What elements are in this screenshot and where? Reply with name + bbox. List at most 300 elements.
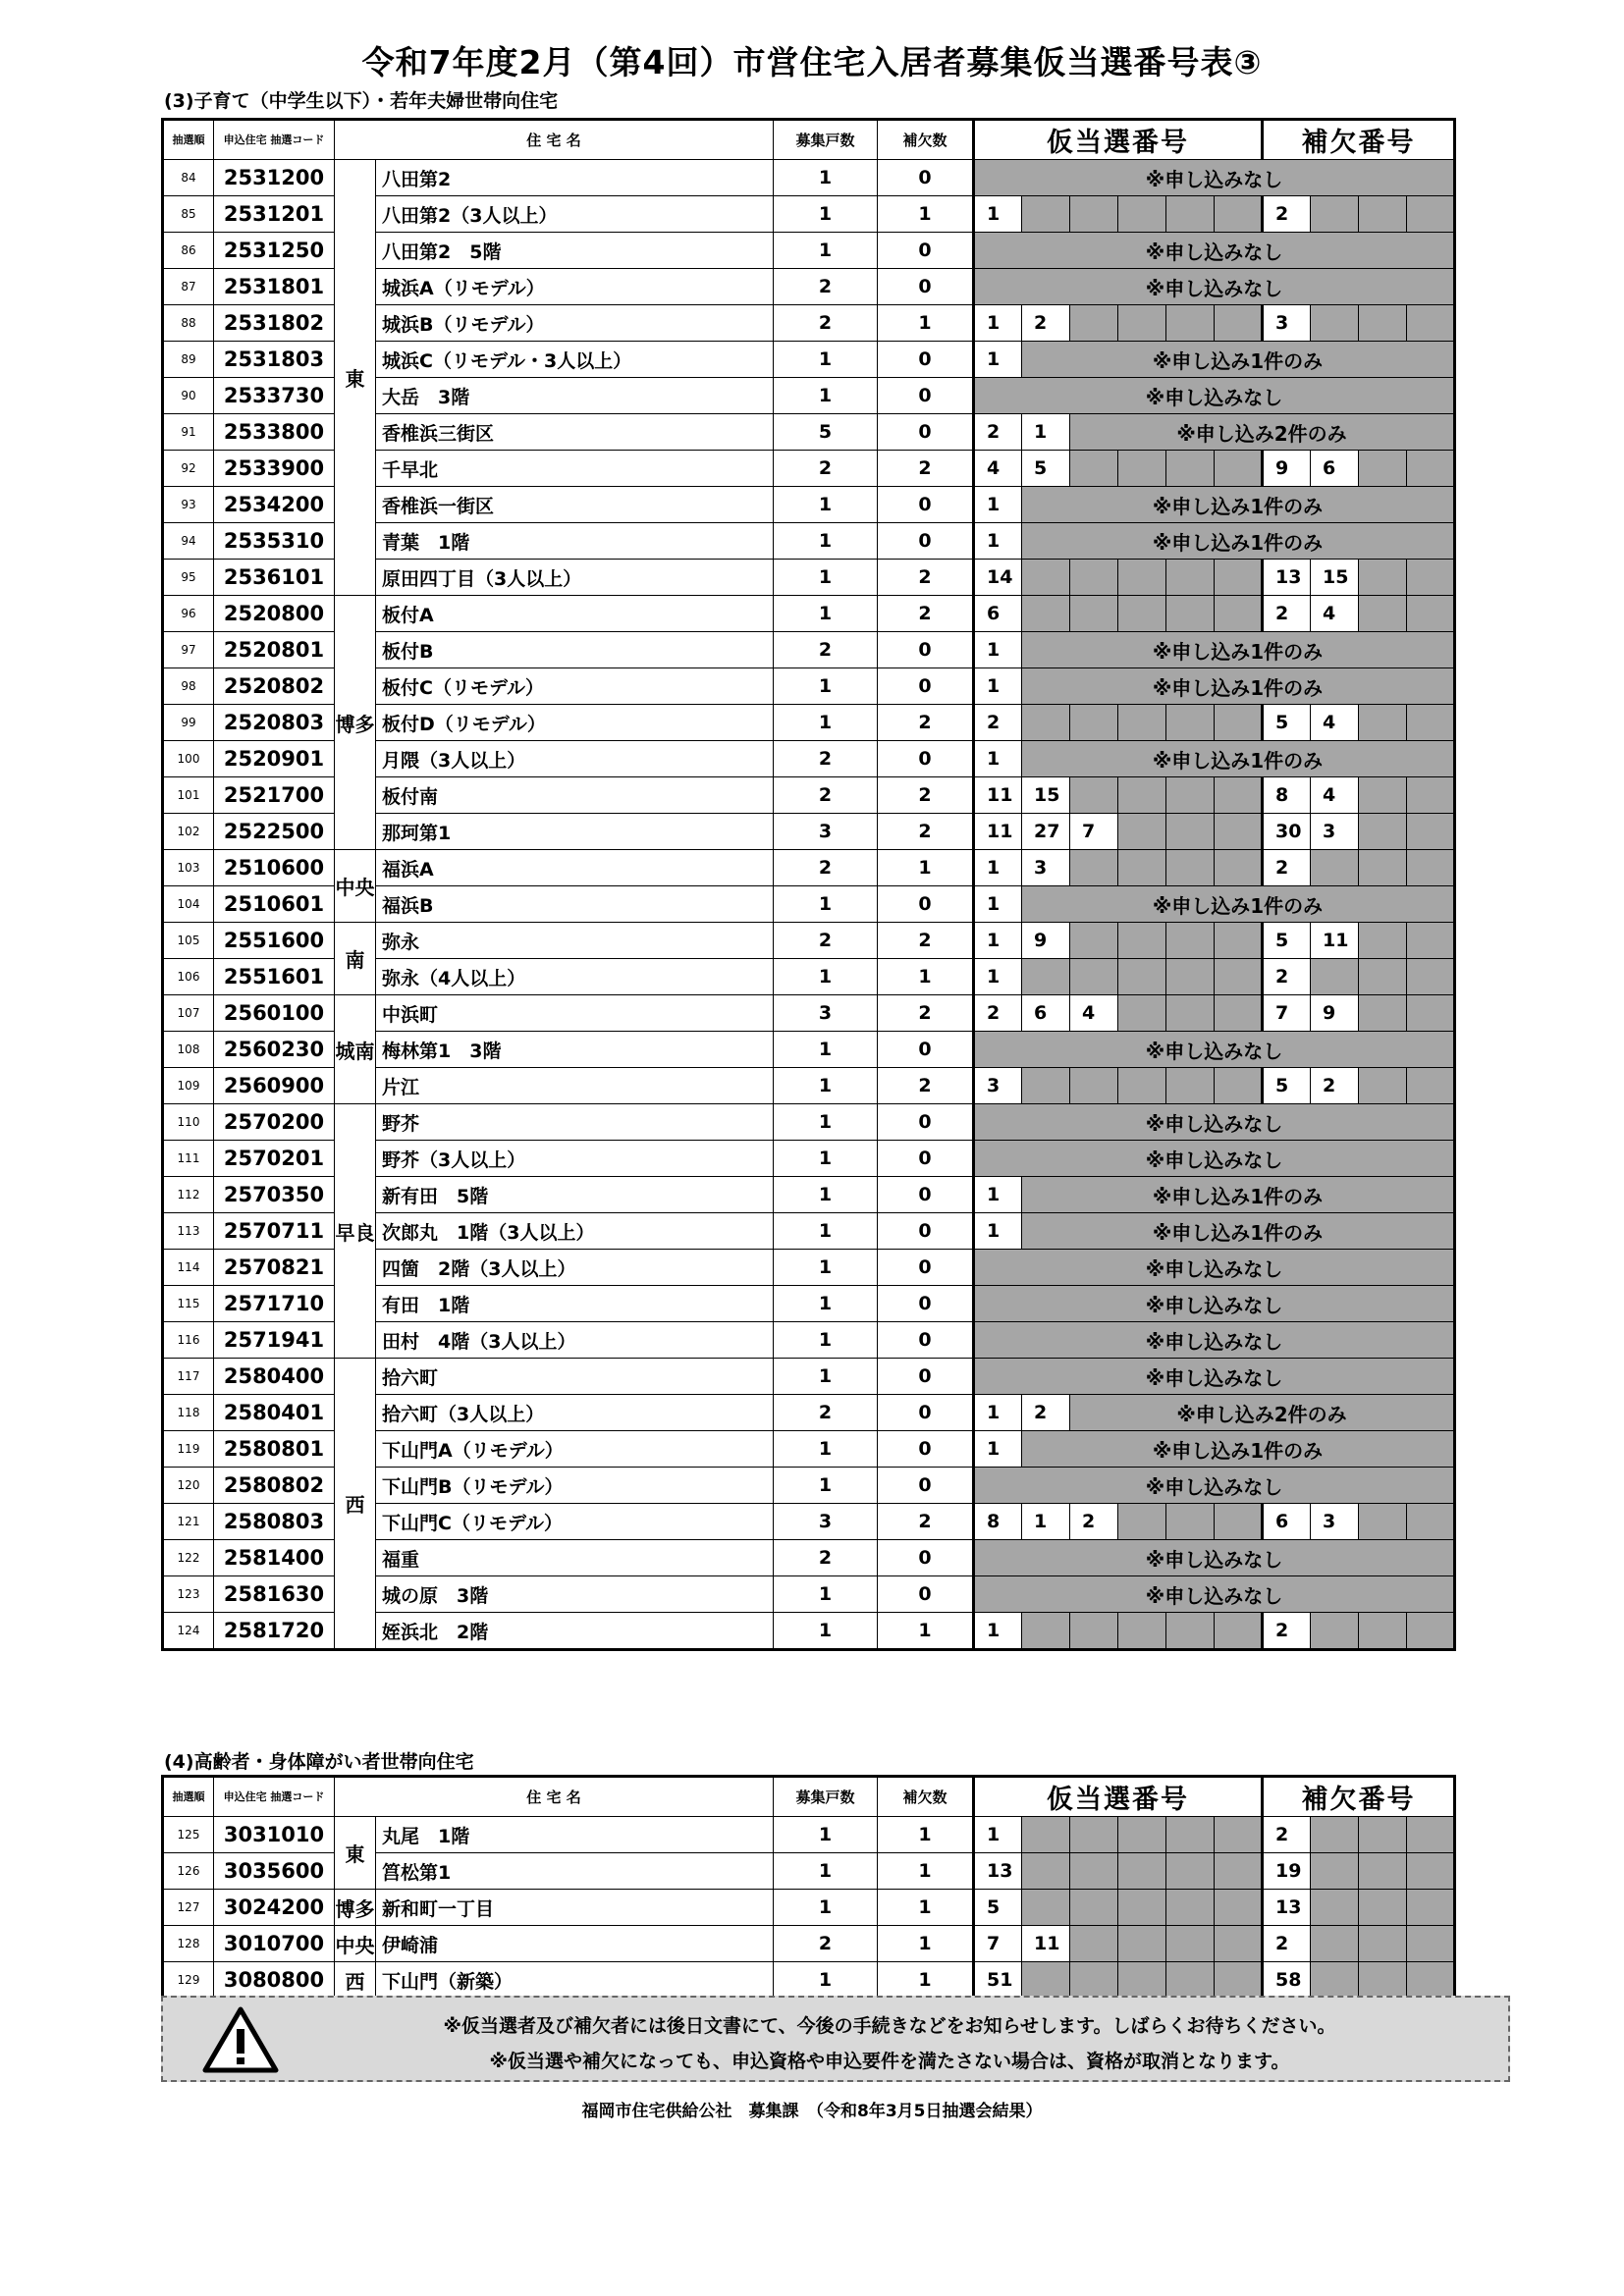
lottery-code: 2535310	[214, 523, 335, 560]
housing-name: 香椎浜一街区	[376, 487, 774, 523]
lottery-code: 2510600	[214, 850, 335, 886]
lottery-code: 2570821	[214, 1250, 335, 1286]
housing-name: 大岳 3階	[376, 378, 774, 414]
empty-cell	[1311, 1962, 1359, 2000]
backup-count: 1	[878, 1613, 974, 1650]
recruit-units: 2	[774, 741, 878, 777]
draw-number: 87	[163, 269, 214, 305]
notice-line-1: ※仮当選者及び補欠者には後日文書にて、今後の手続きなどをお知らせします。しばらくお待ちください。	[443, 2015, 1336, 2037]
lottery-code: 2531200	[214, 160, 335, 196]
empty-cell	[1118, 1853, 1166, 1890]
empty-cell	[1407, 1962, 1455, 2000]
backup-number: 19	[1263, 1853, 1311, 1890]
section-title-3: (3)子育て（中学生以下）・若年夫婦世帯向住宅	[164, 90, 559, 112]
backup-number: 9	[1311, 995, 1359, 1032]
housing-name: 板付南	[376, 777, 774, 814]
winner-number: 5	[974, 1890, 1022, 1926]
recruit-units: 1	[774, 1322, 878, 1359]
housing-name: 有田 1階	[376, 1286, 774, 1322]
winner-number: 3	[974, 1068, 1022, 1104]
note-cell: ※申し込み2件のみ	[1070, 414, 1455, 451]
recruit-units: 1	[774, 233, 878, 269]
housing-name: 四箇 2階（3人以上）	[376, 1250, 774, 1286]
draw-number: 110	[163, 1104, 214, 1141]
empty-cell	[1022, 560, 1070, 596]
empty-cell	[1215, 560, 1263, 596]
empty-cell	[1311, 1890, 1359, 1926]
empty-cell	[1407, 1890, 1455, 1926]
empty-cell	[1166, 1817, 1215, 1853]
empty-cell	[1022, 196, 1070, 233]
draw-number: 97	[163, 632, 214, 668]
recruit-units: 2	[774, 451, 878, 487]
lottery-code: 2580803	[214, 1504, 335, 1540]
backup-count: 2	[878, 923, 974, 959]
housing-name: 城浜B（リモデル）	[376, 305, 774, 342]
empty-cell	[1215, 1068, 1263, 1104]
lottery-code: 3080800	[214, 1962, 335, 2000]
draw-number: 104	[163, 886, 214, 923]
housing-name: 板付D（リモデル）	[376, 705, 774, 741]
empty-cell	[1166, 560, 1215, 596]
draw-number: 122	[163, 1540, 214, 1576]
lottery-code: 3024200	[214, 1890, 335, 1926]
winner-number: 7	[974, 1926, 1022, 1962]
housing-name: 次郎丸 1階（3人以上）	[376, 1213, 774, 1250]
header-backup-count: 補欠数	[878, 1777, 974, 1817]
winner-number: 6	[974, 596, 1022, 632]
empty-cell	[1407, 560, 1455, 596]
housing-name: 新有田 5階	[376, 1177, 774, 1213]
housing-name: 八田第2 5階	[376, 233, 774, 269]
table-row	[163, 596, 1455, 632]
empty-cell	[1407, 451, 1455, 487]
empty-cell	[1070, 451, 1118, 487]
note-cell: ※申し込みなし	[974, 1141, 1455, 1177]
housing-name: 下山門B（リモデル）	[376, 1468, 774, 1504]
housing-name: 中浜町	[376, 995, 774, 1032]
winner-number: 1	[974, 1613, 1022, 1650]
empty-cell	[1359, 1853, 1407, 1890]
backup-number: 2	[1263, 196, 1311, 233]
page-title: 令和7年度2月（第4回）市営住宅入居者募集仮当選番号表③	[361, 43, 1263, 81]
note-cell: ※申し込み1件のみ	[1022, 1431, 1455, 1468]
empty-cell	[1407, 814, 1455, 850]
lottery-code: 2533800	[214, 414, 335, 451]
draw-number: 84	[163, 160, 214, 196]
draw-number: 102	[163, 814, 214, 850]
empty-cell	[1311, 1853, 1359, 1890]
lottery-code: 2571941	[214, 1322, 335, 1359]
housing-name: 野芥（3人以上）	[376, 1141, 774, 1177]
empty-cell	[1166, 1613, 1215, 1650]
winner-number: 51	[974, 1962, 1022, 2000]
note-cell: ※申し込み1件のみ	[1022, 487, 1455, 523]
draw-number: 85	[163, 196, 214, 233]
empty-cell	[1022, 596, 1070, 632]
empty-cell	[1359, 959, 1407, 995]
backup-number: 4	[1311, 596, 1359, 632]
winner-number: 1	[1022, 414, 1070, 451]
empty-cell	[1166, 995, 1215, 1032]
backup-count: 1	[878, 196, 974, 233]
backup-count: 1	[878, 959, 974, 995]
backup-count: 0	[878, 160, 974, 196]
winner-number: 1	[974, 1395, 1022, 1431]
backup-number: 3	[1311, 1504, 1359, 1540]
backup-count: 0	[878, 1141, 974, 1177]
backup-count: 2	[878, 1504, 974, 1540]
lottery-code: 2581630	[214, 1576, 335, 1613]
empty-cell	[1215, 959, 1263, 995]
empty-cell	[1118, 1926, 1166, 1962]
empty-cell	[1215, 923, 1263, 959]
recruit-units: 2	[774, 777, 878, 814]
lottery-table-4	[161, 1775, 1456, 2001]
winner-number: 1	[974, 886, 1022, 923]
backup-count: 2	[878, 1068, 974, 1104]
backup-count: 0	[878, 1286, 974, 1322]
empty-cell	[1070, 959, 1118, 995]
housing-name: 八田第2（3人以上）	[376, 196, 774, 233]
backup-number: 6	[1263, 1504, 1311, 1540]
note-cell: ※申し込みなし	[974, 1032, 1455, 1068]
draw-number: 124	[163, 1613, 214, 1650]
empty-cell	[1215, 596, 1263, 632]
note-cell: ※申し込みなし	[974, 1576, 1455, 1613]
empty-cell	[1070, 1853, 1118, 1890]
lottery-code: 2531201	[214, 196, 335, 233]
backup-count: 0	[878, 487, 974, 523]
empty-cell	[1359, 1817, 1407, 1853]
empty-cell	[1070, 1926, 1118, 1962]
empty-cell	[1407, 305, 1455, 342]
winner-number: 1	[974, 523, 1022, 560]
lottery-code: 2581400	[214, 1540, 335, 1576]
empty-cell	[1118, 777, 1166, 814]
backup-number: 2	[1263, 1613, 1311, 1650]
recruit-units: 1	[774, 1853, 878, 1890]
draw-number: 123	[163, 1576, 214, 1613]
backup-count: 0	[878, 1431, 974, 1468]
winner-number: 27	[1022, 814, 1070, 850]
backup-number: 2	[1263, 959, 1311, 995]
winner-number: 1	[974, 196, 1022, 233]
empty-cell	[1215, 196, 1263, 233]
empty-cell	[1070, 305, 1118, 342]
backup-count: 1	[878, 1962, 974, 2000]
recruit-units: 1	[774, 1213, 878, 1250]
lottery-code: 2570201	[214, 1141, 335, 1177]
housing-name: 片江	[376, 1068, 774, 1104]
empty-cell	[1118, 1068, 1166, 1104]
empty-cell	[1359, 1926, 1407, 1962]
empty-cell	[1022, 1853, 1070, 1890]
draw-number: 98	[163, 668, 214, 705]
lottery-table-3	[161, 118, 1456, 1651]
empty-cell	[1166, 959, 1215, 995]
draw-number: 95	[163, 560, 214, 596]
table-row	[163, 995, 1455, 1032]
empty-cell	[1118, 196, 1166, 233]
housing-name: 香椎浜三街区	[376, 414, 774, 451]
note-cell: ※申し込み1件のみ	[1022, 1213, 1455, 1250]
backup-count: 1	[878, 1890, 974, 1926]
empty-cell	[1118, 305, 1166, 342]
winner-number: 1	[974, 487, 1022, 523]
housing-name: 板付B	[376, 632, 774, 668]
header-row	[163, 120, 1455, 160]
lottery-code: 2580400	[214, 1359, 335, 1395]
backup-number: 5	[1263, 923, 1311, 959]
empty-cell	[1407, 777, 1455, 814]
housing-name: 姪浜北 2階	[376, 1613, 774, 1650]
empty-cell	[1022, 1613, 1070, 1650]
table-row	[163, 1104, 1455, 1141]
backup-count: 0	[878, 1213, 974, 1250]
housing-name: 弥永（4人以上）	[376, 959, 774, 995]
empty-cell	[1359, 1068, 1407, 1104]
lottery-code: 2531802	[214, 305, 335, 342]
draw-number: 125	[163, 1817, 214, 1853]
lottery-code: 2520901	[214, 741, 335, 777]
lottery-code: 2522500	[214, 814, 335, 850]
header-name: 住 宅 名	[335, 120, 774, 160]
recruit-units: 2	[774, 269, 878, 305]
recruit-units: 1	[774, 1890, 878, 1926]
empty-cell	[1215, 1504, 1263, 1540]
recruit-units: 1	[774, 1431, 878, 1468]
winner-number: 15	[1022, 777, 1070, 814]
recruit-units: 1	[774, 160, 878, 196]
header-name: 住 宅 名	[335, 1777, 774, 1817]
backup-count: 0	[878, 632, 974, 668]
recruit-units: 2	[774, 850, 878, 886]
draw-number: 106	[163, 959, 214, 995]
lottery-code: 2580801	[214, 1431, 335, 1468]
empty-cell	[1407, 1817, 1455, 1853]
empty-cell	[1070, 850, 1118, 886]
lottery-code: 2531250	[214, 233, 335, 269]
backup-number: 4	[1311, 777, 1359, 814]
area-name: 中央	[335, 850, 376, 923]
backup-count: 1	[878, 305, 974, 342]
winner-number: 6	[1022, 995, 1070, 1032]
empty-cell	[1407, 596, 1455, 632]
backup-count: 0	[878, 523, 974, 560]
backup-count: 1	[878, 1926, 974, 1962]
recruit-units: 1	[774, 1177, 878, 1213]
empty-cell	[1166, 451, 1215, 487]
recruit-units: 1	[774, 668, 878, 705]
table-row	[163, 1962, 1455, 2000]
backup-count: 0	[878, 741, 974, 777]
backup-count: 2	[878, 705, 974, 741]
draw-number: 86	[163, 233, 214, 269]
recruit-units: 3	[774, 1504, 878, 1540]
area-name: 早良	[335, 1104, 376, 1359]
note-cell: ※申し込みなし	[974, 1286, 1455, 1322]
housing-name: 八田第2	[376, 160, 774, 196]
backup-count: 2	[878, 814, 974, 850]
backup-number: 6	[1311, 451, 1359, 487]
empty-cell	[1070, 1962, 1118, 2000]
header-backup-count: 補欠数	[878, 120, 974, 160]
draw-number: 117	[163, 1359, 214, 1395]
recruit-units: 1	[774, 523, 878, 560]
note-cell: ※申し込みなし	[974, 233, 1455, 269]
lottery-code: 2533900	[214, 451, 335, 487]
lottery-code: 3035600	[214, 1853, 335, 1890]
housing-name: 伊崎浦	[376, 1926, 774, 1962]
winner-number: 2	[974, 414, 1022, 451]
empty-cell	[1311, 1817, 1359, 1853]
empty-cell	[1359, 305, 1407, 342]
backup-number: 58	[1263, 1962, 1311, 2000]
recruit-units: 1	[774, 886, 878, 923]
housing-name: 田村 4階（3人以上）	[376, 1322, 774, 1359]
winner-number: 2	[974, 995, 1022, 1032]
recruit-units: 2	[774, 923, 878, 959]
empty-cell	[1311, 196, 1359, 233]
recruit-units: 1	[774, 1817, 878, 1853]
empty-cell	[1359, 560, 1407, 596]
recruit-units: 1	[774, 1250, 878, 1286]
empty-cell	[1311, 1926, 1359, 1962]
empty-cell	[1118, 596, 1166, 632]
empty-cell	[1359, 1504, 1407, 1540]
empty-cell	[1407, 1504, 1455, 1540]
draw-number: 127	[163, 1890, 214, 1926]
backup-count: 0	[878, 1177, 974, 1213]
recruit-units: 2	[774, 632, 878, 668]
draw-number: 88	[163, 305, 214, 342]
recruit-units: 1	[774, 1613, 878, 1650]
backup-count: 0	[878, 1104, 974, 1141]
note-cell: ※申し込み1件のみ	[1022, 632, 1455, 668]
draw-number: 118	[163, 1395, 214, 1431]
housing-name: 板付C（リモデル）	[376, 668, 774, 705]
empty-cell	[1407, 850, 1455, 886]
note-cell: ※申し込みなし	[974, 1540, 1455, 1576]
empty-cell	[1166, 1504, 1215, 1540]
backup-number: 15	[1311, 560, 1359, 596]
recruit-units: 1	[774, 705, 878, 741]
winner-number: 7	[1070, 814, 1118, 850]
housing-name: 拾六町	[376, 1359, 774, 1395]
header-code: 申込住宅 抽選コード	[214, 120, 335, 160]
winner-number: 1	[974, 1431, 1022, 1468]
empty-cell	[1359, 850, 1407, 886]
winner-number: 2	[1070, 1504, 1118, 1540]
lottery-code: 2510601	[214, 886, 335, 923]
winner-number: 1	[974, 1213, 1022, 1250]
table-row	[163, 1817, 1455, 1853]
backup-number: 3	[1263, 305, 1311, 342]
area-name: 東	[335, 160, 376, 596]
recruit-units: 1	[774, 1068, 878, 1104]
draw-number: 92	[163, 451, 214, 487]
backup-number: 2	[1263, 596, 1311, 632]
empty-cell	[1407, 705, 1455, 741]
backup-number: 7	[1263, 995, 1311, 1032]
empty-cell	[1118, 1613, 1166, 1650]
winner-number: 4	[974, 451, 1022, 487]
draw-number: 99	[163, 705, 214, 741]
empty-cell	[1118, 1962, 1166, 2000]
lottery-code: 2560100	[214, 995, 335, 1032]
empty-cell	[1022, 1817, 1070, 1853]
header-backups: 補欠番号	[1263, 120, 1455, 160]
area-name: 南	[335, 923, 376, 995]
draw-number: 116	[163, 1322, 214, 1359]
draw-number: 112	[163, 1177, 214, 1213]
note-cell: ※申し込みなし	[974, 1359, 1455, 1395]
backup-number: 2	[1263, 1926, 1311, 1962]
recruit-units: 3	[774, 814, 878, 850]
table-row	[163, 1926, 1455, 1962]
empty-cell	[1166, 850, 1215, 886]
empty-cell	[1215, 1890, 1263, 1926]
backup-number: 5	[1263, 1068, 1311, 1104]
header-draw: 抽選順	[163, 120, 214, 160]
winner-number: 5	[1022, 451, 1070, 487]
empty-cell	[1215, 705, 1263, 741]
housing-name: 福重	[376, 1540, 774, 1576]
table-row	[163, 923, 1455, 959]
lottery-code: 2534200	[214, 487, 335, 523]
housing-name: 拾六町（3人以上）	[376, 1395, 774, 1431]
header-winners: 仮当選番号	[974, 1777, 1263, 1817]
empty-cell	[1022, 1068, 1070, 1104]
housing-name: 那珂第1	[376, 814, 774, 850]
note-cell: ※申し込み2件のみ	[1070, 1395, 1455, 1431]
empty-cell	[1118, 995, 1166, 1032]
backup-count: 2	[878, 596, 974, 632]
header-winners: 仮当選番号	[974, 120, 1263, 160]
empty-cell	[1359, 196, 1407, 233]
lottery-code: 2560900	[214, 1068, 335, 1104]
draw-number: 128	[163, 1926, 214, 1962]
table-row	[163, 160, 1455, 196]
header-units: 募集戸数	[774, 120, 878, 160]
empty-cell	[1070, 1613, 1118, 1650]
backup-number: 3	[1311, 814, 1359, 850]
housing-name: 野芥	[376, 1104, 774, 1141]
area-name: 西	[335, 1962, 376, 2000]
lottery-code: 2570350	[214, 1177, 335, 1213]
area-name: 中央	[335, 1926, 376, 1962]
housing-name: 弥永	[376, 923, 774, 959]
lottery-code: 2536101	[214, 560, 335, 596]
draw-number: 111	[163, 1141, 214, 1177]
winner-number: 1	[974, 632, 1022, 668]
area-name: 東	[335, 1817, 376, 1890]
empty-cell	[1118, 959, 1166, 995]
empty-cell	[1118, 1890, 1166, 1926]
winner-number: 2	[1022, 305, 1070, 342]
recruit-units: 1	[774, 1359, 878, 1395]
housing-name: 福浜B	[376, 886, 774, 923]
table-row	[163, 1359, 1455, 1395]
recruit-units: 1	[774, 1576, 878, 1613]
empty-cell	[1070, 596, 1118, 632]
winner-number: 1	[974, 342, 1022, 378]
empty-cell	[1407, 1068, 1455, 1104]
draw-number: 89	[163, 342, 214, 378]
backup-count: 0	[878, 269, 974, 305]
draw-number: 113	[163, 1213, 214, 1250]
